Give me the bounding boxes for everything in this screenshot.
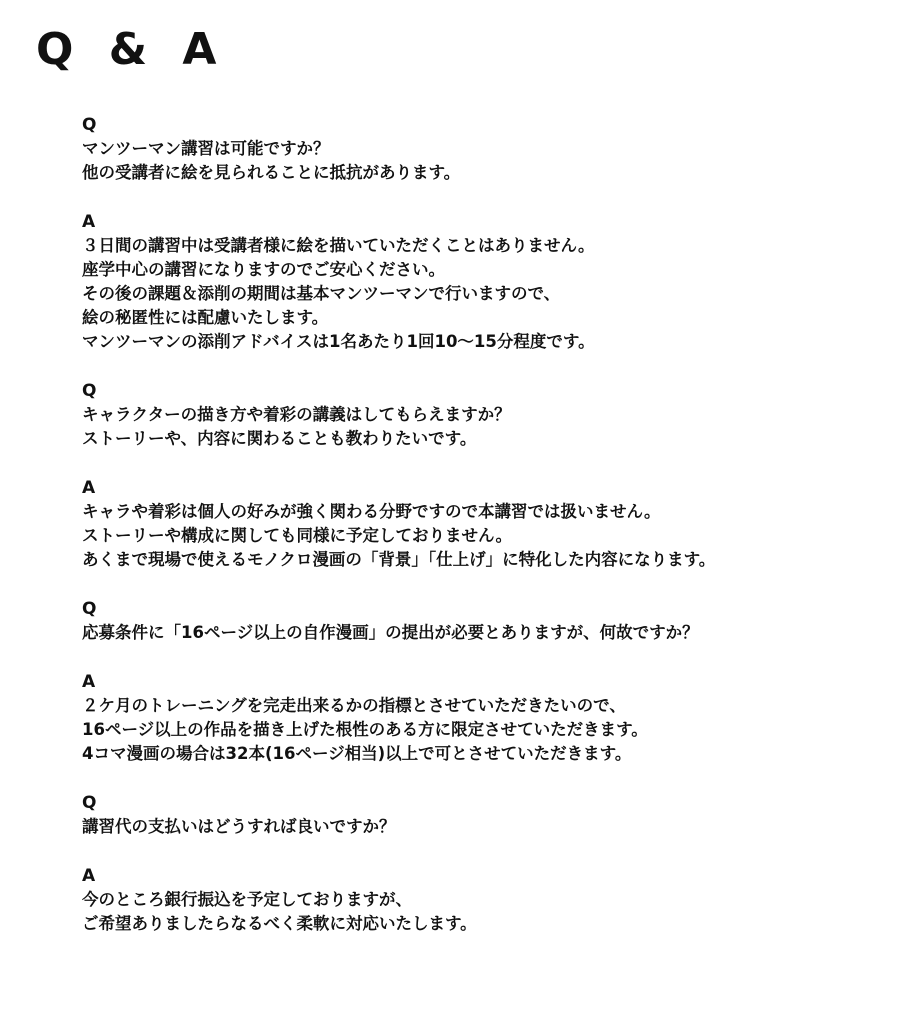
answer-marker: A [82,212,96,232]
answer-text: 4コマ漫画の場合は32本(16ページ相当)以上で可とさせていただきます。 [82,744,632,763]
question-block [82,791,882,839]
question-block [82,379,882,451]
answer-text: ご希望ありましたらなるべく柔軟に対応いたします。 [82,914,477,933]
qa-list [82,113,882,961]
page-title: Q & A [36,24,227,75]
answer-block [82,476,882,572]
answer-text: その後の課題＆添削の期間は基本マンツーマンで行いますので、 [82,284,561,303]
question-text: 講習代の支払いはどうすれば良いですか？ [82,817,396,836]
question-block [82,597,882,645]
answer-text: 16ページ以上の作品を描き上げた根性のある方に限定させていただきます。 [82,720,648,739]
question-marker: Q [82,115,97,135]
answer-text: キャラや着彩は個人の好みが強く関わる分野ですので本講習では扱いません。 [82,502,661,521]
question-text: ストーリーや、内容に関わることも教わりたいです。 [82,429,477,448]
answer-text: 座学中心の講習になりますのでご安心ください。 [82,260,445,279]
question-marker: Q [82,599,97,619]
question-text: キャラクターの描き方や着彩の講義はしてもらえますか？ [82,405,511,424]
answer-text: 絵の秘匿性には配慮いたします。 [82,308,329,327]
answer-text: ３日間の講習中は受講者様に絵を描いていただくことはありません。 [82,236,595,255]
answer-marker: A [82,866,96,886]
answer-marker: A [82,672,96,692]
question-text: マンツーマン講習は可能ですか？ [82,139,330,158]
question-text: 他の受講者に絵を見られることに抵抗があります。 [82,163,461,182]
question-block [82,113,882,185]
answer-text: 今のところ銀行振込を予定しておりますが、 [82,890,412,909]
answer-block [82,670,882,766]
question-text: 応募条件に「16ページ以上の自作漫画」の提出が必要とありますが、何故ですか？ [82,623,699,642]
answer-block [82,210,882,354]
answer-text: ２ケ月のトレーニングを完走出来るかの指標とさせていただきたいので、 [82,696,626,715]
answer-block [82,864,882,936]
answer-text: ストーリーや構成に関しても同様に予定しておりません。 [82,526,512,545]
question-marker: Q [82,381,97,401]
answer-marker: A [82,478,96,498]
answer-text: マンツーマンの添削アドバイスは1名あたり1回10〜15分程度です。 [82,332,595,351]
question-marker: Q [82,793,97,813]
answer-text: あくまで現場で使えるモノクロ漫画の「背景」「仕上げ」に特化した内容になります。 [82,550,716,569]
